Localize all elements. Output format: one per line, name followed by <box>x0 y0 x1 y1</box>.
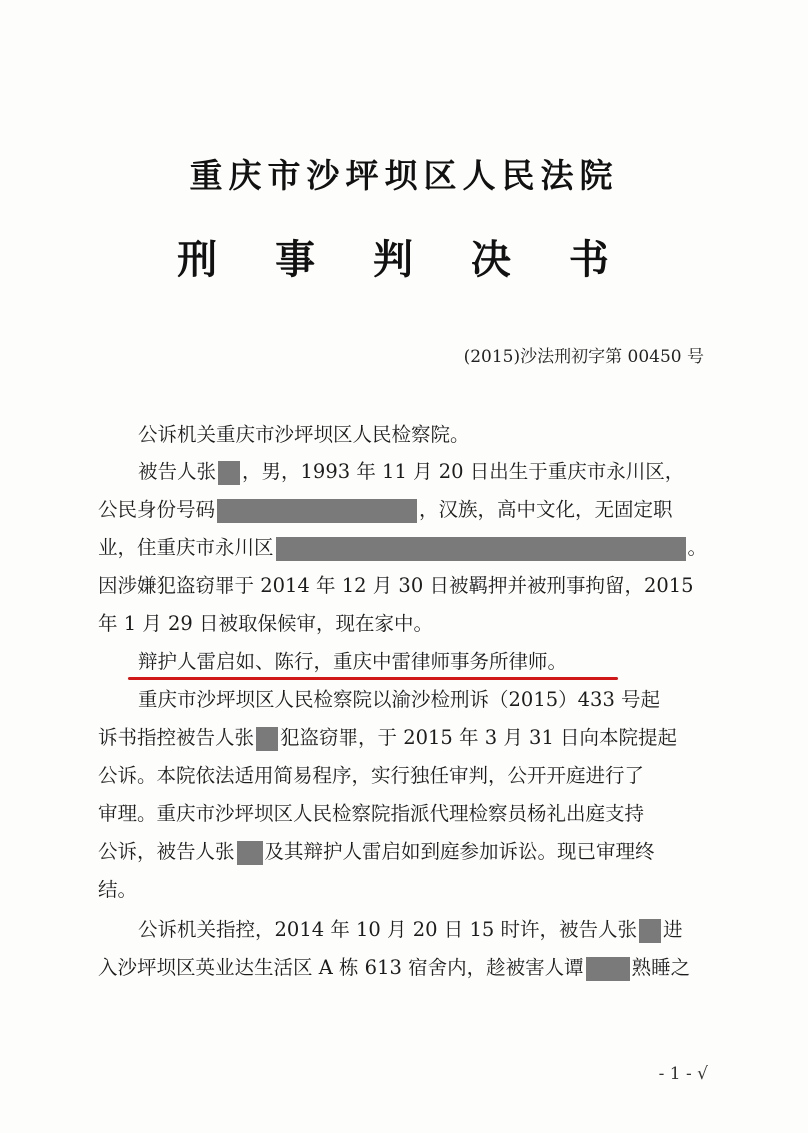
paragraph-procedure-line: 重庆市沙坪坝区人民检察院以渝沙检刑诉（2015）433 号起 <box>138 688 661 711</box>
document-title: 刑 事 判 决 书 <box>177 236 631 283</box>
redaction-block <box>217 499 417 523</box>
paragraph-procedure-line: 公诉，被告人张 及其辩护人雷启如到庭参加诉讼。现已审理终 <box>98 840 655 863</box>
redaction-block <box>586 957 630 981</box>
paragraph-defendant-line: 业，住重庆市永川区 。 <box>98 536 708 559</box>
red-underline-mark <box>128 677 618 680</box>
redaction-block <box>256 727 278 751</box>
court-name: 重庆市沙坪坝区人民法院 <box>189 156 619 195</box>
redaction-block <box>639 919 661 943</box>
paragraph-charge-line: 入沙坪坝区英业达生活区 A 栋 613 宿舍内，趁被害人谭 熟睡之 <box>98 956 691 979</box>
paragraph-defendant-line: 因涉嫌犯盗窃罪于 2014 年 12 月 30 日被羁押并被刑事拘留，2015 <box>98 574 694 597</box>
paragraph-procedure-line: 公诉。本院依法适用简易程序，实行独任审判，公开开庭进行了 <box>98 764 645 787</box>
paragraph-charge-line: 公诉机关指控，2014 年 10 月 20 日 15 时许，被告人张 进 <box>138 918 683 941</box>
paragraph-defense-counsel: 辩护人雷启如、陈行，重庆中雷律师事务所律师。 <box>138 650 568 673</box>
redaction-block <box>218 461 240 485</box>
page-number: - 1 - √ <box>658 1064 708 1084</box>
paragraph-defendant-line: 公民身份号码 ，汉族，高中文化，无固定职 <box>98 498 673 521</box>
paragraph-procedure-line: 审理。重庆市沙坪坝区人民检察院指派代理检察员杨礼出庭支持 <box>98 802 645 825</box>
paragraph-defendant-line: 年 1 月 29 日被取保候审，现在家中。 <box>98 612 434 635</box>
paragraph-defendant-line: 被告人张 ，男，1993 年 11 月 20 日出生于重庆市永川区， <box>138 460 685 483</box>
case-number: (2015)沙法刑初字第 00450 号 <box>463 347 704 367</box>
paragraph-procedure-line: 结。 <box>98 878 138 901</box>
redaction-block <box>237 841 263 865</box>
redaction-block <box>276 537 686 561</box>
paragraph-prosecutor: 公诉机关重庆市沙坪坝区人民检察院。 <box>138 423 470 446</box>
paragraph-procedure-line: 诉书指控被告人张 犯盗窃罪，于 2015 年 3 月 31 日向本院提起 <box>98 726 678 749</box>
